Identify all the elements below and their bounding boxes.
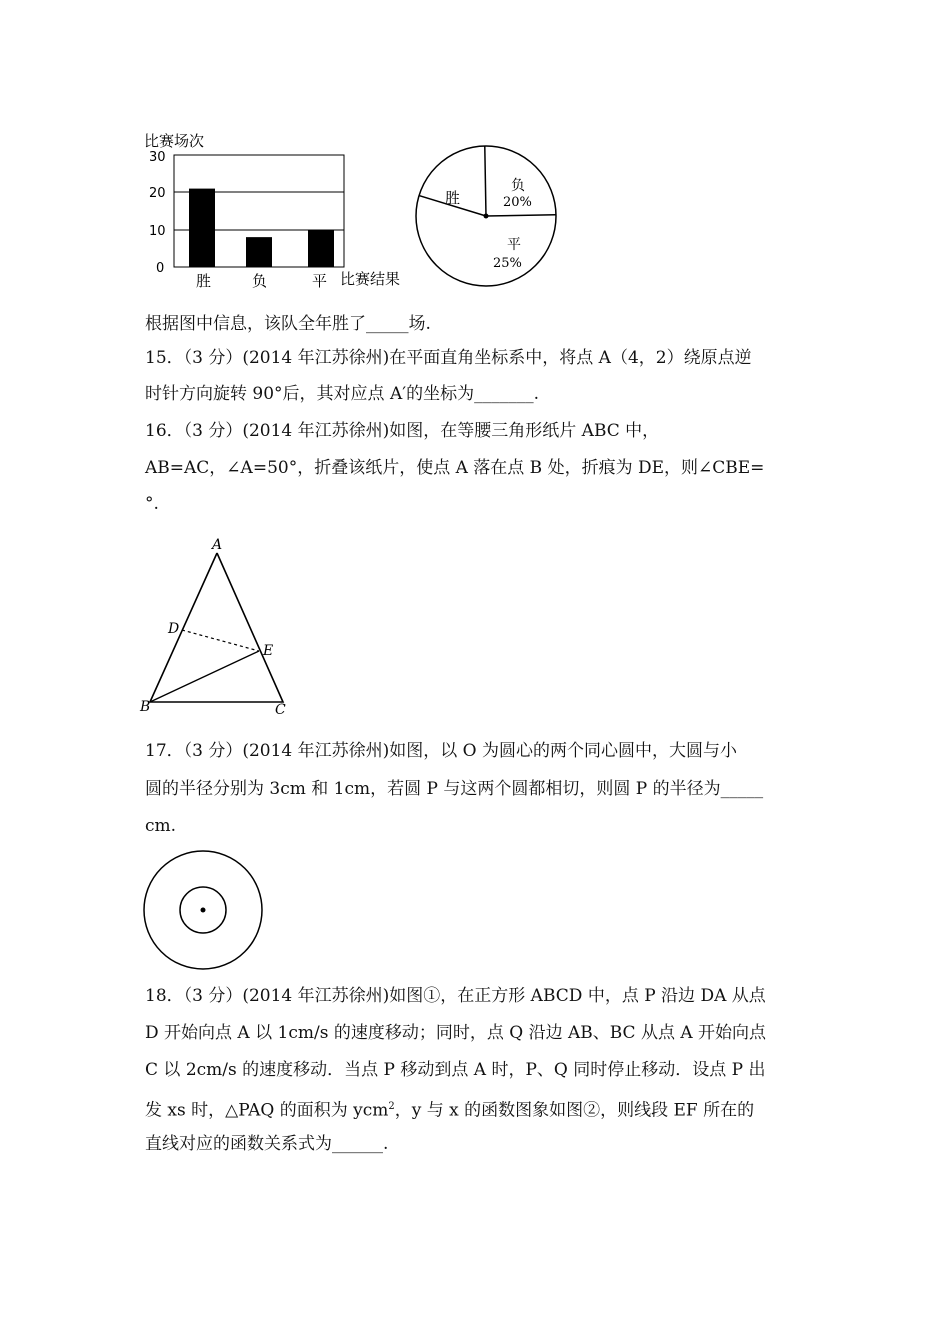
- q16-line-3: °.: [145, 494, 159, 514]
- q18-superscript: 2: [388, 1101, 395, 1112]
- tick-label: 30: [149, 150, 166, 165]
- bar-0: [189, 189, 215, 267]
- vertex-label-d: D: [168, 621, 180, 637]
- q15-line-1: 15．（3 分）(2014 年江苏徐州)在平面直角坐标系中，将点 A（4，2）绕原点逆: [145, 348, 752, 368]
- tick-label: 10: [149, 224, 166, 239]
- q17-line-2: 圆的半径分别为 3cm 和 1cm，若圆 P 与这两个圆都相切，则圆 P 的半径为_____: [145, 779, 764, 799]
- category-label: 负: [252, 272, 268, 290]
- q18-line-2: D 开始向点 A 以 1cm/s 的速度移动；同时，点 Q 沿边 AB、BC 从点 A 开始向点: [145, 1023, 767, 1043]
- concentric-circles-figure: [140, 847, 266, 973]
- q17-line-1: 17．（3 分）(2014 年江苏徐州)如图，以 O 为圆心的两个同心圆中，大圆与小: [145, 741, 738, 761]
- pie-percent-draw: 25%: [493, 256, 522, 271]
- pie-slice-boundary-0: [486, 215, 556, 216]
- pie-label-draw: 平: [507, 237, 521, 253]
- pie-chart: [413, 143, 561, 291]
- pie-label-win: 胜: [445, 189, 461, 207]
- bar-2: [308, 230, 334, 267]
- q17-line-3: cm.: [145, 816, 177, 836]
- bar-chart: [140, 128, 415, 293]
- category-label: 胜: [196, 272, 212, 290]
- q18-line-1: 18．（3 分）(2014 年江苏徐州)如图①，在正方形 ABCD 中，点 P 沿边 DA 从点: [145, 986, 766, 1006]
- q16-line-1: 16．（3 分）(2014 年江苏徐州)如图，在等腰三角形纸片 ABC 中，: [145, 421, 660, 441]
- q18-line-3: C 以 2cm/s 的速度移动．当点 P 移动到点 A 时，P、Q 同时停止移动．设点 P 出: [145, 1060, 766, 1080]
- q15-line-2: 时针方向旋转 90°后，其对应点 A′的坐标为_______.: [145, 384, 539, 404]
- center-point-o: [201, 908, 206, 913]
- q18-line-4: [145, 1096, 754, 1122]
- pie-label-lose: 负: [511, 178, 525, 194]
- q18-line-5: 直线对应的函数关系式为______.: [145, 1134, 389, 1154]
- tick-label: 20: [149, 186, 166, 201]
- vertex-label-b: B: [140, 699, 151, 715]
- triangle-figure: [138, 534, 298, 719]
- q16-line-2: AB=AC，∠A=50°，折叠该纸片，使点 A 落在点 B 处，折痕为 DE，则∠CBE=: [145, 458, 765, 478]
- vertex-label-a: A: [212, 537, 223, 553]
- category-label: 平: [312, 272, 328, 290]
- bar-1: [246, 237, 272, 267]
- pie-slice-boundary-2: [485, 146, 486, 216]
- bar-xlabel: 比赛结果: [340, 270, 401, 288]
- q18-line-4-part-1: 发 xs 时，△PAQ 的面积为 ycm: [145, 1100, 389, 1121]
- vertex-label-e: E: [263, 643, 274, 659]
- pie-center-dot: [484, 214, 489, 219]
- vertex-label-c: C: [275, 702, 286, 718]
- bar-ylabel: 比赛场次: [144, 132, 205, 150]
- pie-percent-lose: 20%: [503, 195, 532, 210]
- q18-line-4-part-2: ，y 与 x 的函数图象如图②，则线段 EF 所在的: [394, 1100, 755, 1121]
- tick-label: 0: [156, 261, 165, 276]
- q14-answer-line: 根据图中信息，该队全年胜了_____场.: [145, 314, 431, 334]
